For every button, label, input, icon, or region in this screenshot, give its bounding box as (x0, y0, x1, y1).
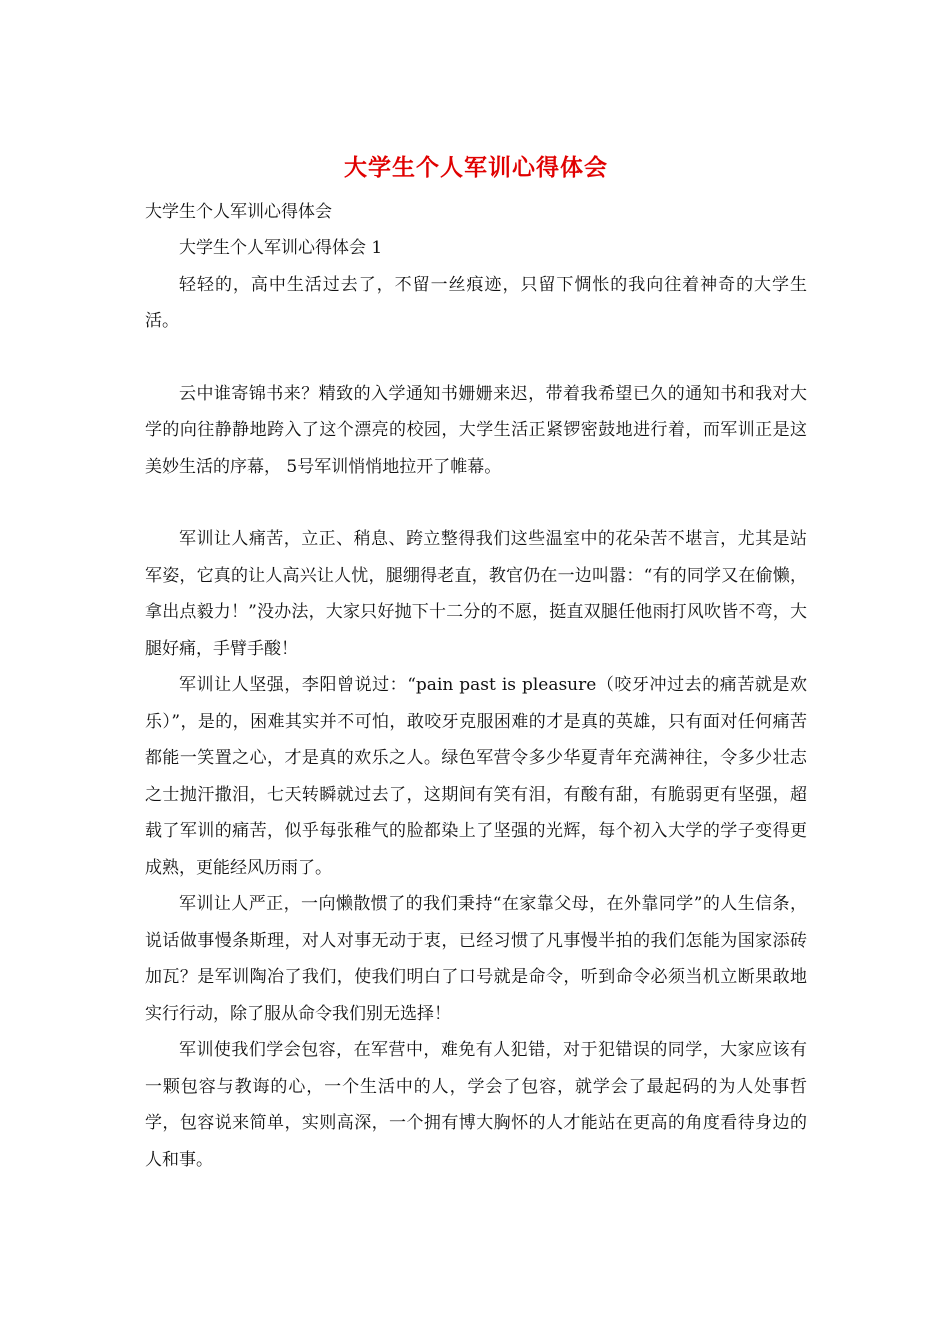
document-page (145, 150, 807, 1178)
paragraph-3: 军训让人痛苦，立正、稍息、跨立整得我们这些温室中的花朵苦不堪言，尤其是站军姿，它真的让人高兴让人忧，腿绷得老直，教官仍在一边叫嚣：“有的同学又在偷懒，拿出点毅力！”没办法，大家只好抛下十二分的不愿，挺直双腿任他雨打风吹皆不弯，大腿好痛，手臂手酸！ (145, 529, 807, 659)
paragraph-5: 军训让人严正，一向懒散惯了的我们秉持“在家靠父母，在外靠同学”的人生信条，说话做事慢条斯理，对人对事无动于衷，已经习惯了凡事慢半拍的我们怎能为国家添砖加瓦？是军训陶冶了我们，使我们明白了口号就是命令，听到命令必须当机立断果敢地实行行动，除了服从命令我们别无选择！ (145, 894, 807, 1024)
section-heading: 大学生个人军训心得体会 1 (179, 238, 383, 258)
paragraph-4: 军训让人坚强，李阳曾说过：“pain past is pleasure（咬牙冲过去的痛苦就是欢乐）”，是的，困难其实并不可怕，敢咬牙克服困难的才是真的英雄，只有面对任何痛苦都能一笑置之心，才是真的欢乐之人。绿色军营令多少华夏青年充满神往，令多少壮志之士抛汗撒泪，七天转瞬就过去了，这期间有笑有泪，有酸有甜，有脆弱更有坚强，超载了军训的痛苦，似乎每张稚气的脸都染上了坚强的光辉，每个初入大学的学子变得更成熟，更能经风历雨了。 (145, 675, 807, 878)
paragraph-6: 军训使我们学会包容，在军营中，难免有人犯错，对于犯错误的同学，大家应该有一颗包容与教诲的心，一个生活中的人，学会了包容，就学会了最起码的为人处事哲学，包容说来简单，实则高深，一个拥有博大胸怀的人才能站在更高的角度看待身边的人和事。 (145, 1040, 807, 1170)
paragraph-gap (145, 340, 807, 376)
paragraph-2: 云中谁寄锦书来？精致的入学通知书姗姗来迟，带着我希望已久的通知书和我对大学的向往静静地跨入了这个漂亮的校园，大学生活正紧锣密鼓地进行着，而军训正是这美妙生活的序幕， 5号军训悄悄地拉开了帷幕。 (145, 383, 807, 477)
document-title: 大学生个人军训心得体会 (344, 154, 608, 181)
paragraph-1: 轻轻的，高中生活过去了，不留一丝痕迹，只留下惆怅的我向往着神奇的大学生活。 (145, 274, 807, 331)
document-subtitle: 大学生个人军训心得体会 (145, 202, 332, 222)
paragraph-gap (145, 485, 807, 521)
